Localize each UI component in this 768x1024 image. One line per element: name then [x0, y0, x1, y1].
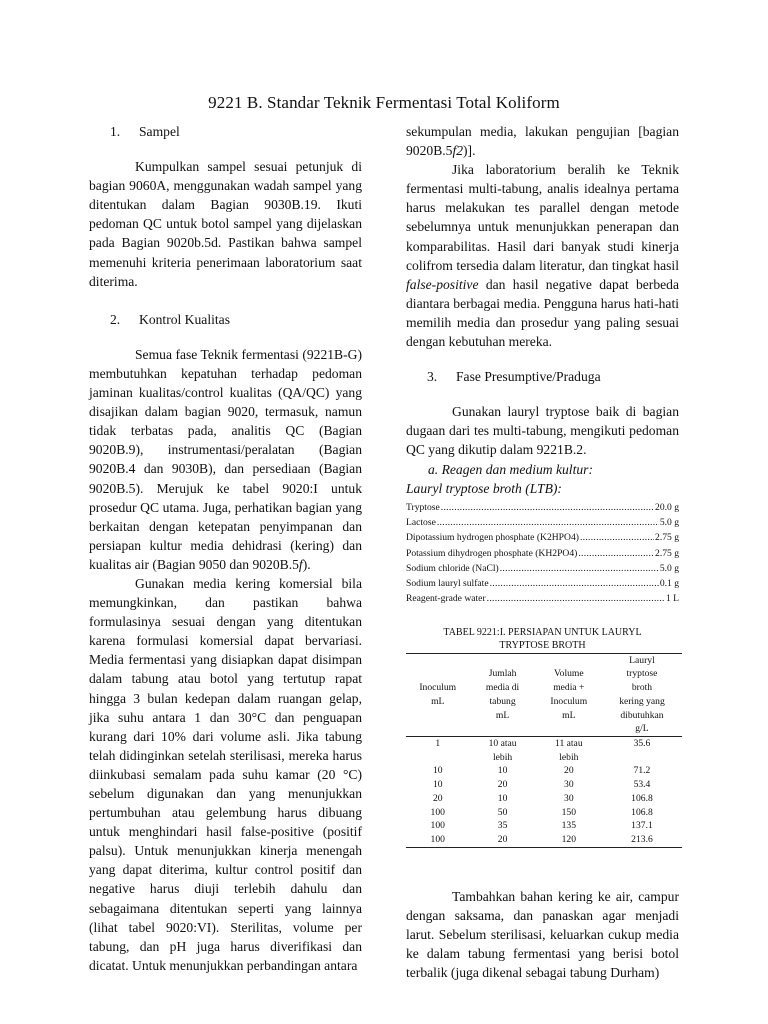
lauryl-tryptose-table	[406, 653, 682, 848]
paragraph-laboratorium: Jika laboratorium beralih ke Teknik fermentasi multi-tabung, analis idealnya pertama harus melakukan tes parallel dengan metode sebelumnya untuk menunjukkan penerapan dan komparabilitas. Hasil dari banyak studi kinerja colifrom tersedia dalam literatur, dan tingkat hasil false-positive dan hasil negative dapat berbeda diantara berbagai media. Pengguna harus hati-hati memilih media dan prosedur yang paling sesuai dengan kebutuhan mereka.	[406, 162, 679, 350]
table-cell: 135	[561, 820, 577, 832]
table-cell: 20	[564, 765, 574, 777]
table-cell: 10	[432, 779, 443, 791]
paragraph-kontrol-kualitas-2: Gunakan media kering komersial bila memungkinkan, dan pastikan bahwa formulasinya sesuai dengan yang ditentukan karena formulasi komersial dapat bervariasi. Media fermentasi yang disiapkan dapat disimpan dalam tabung atau botol yang tertutup rapat hingga 3 bulan kedepan dalam ruangan gelap, jika suhu antara 1 dan 30°C dan penguapan kurang dari 10% dari volume asli. Jika tabung telah didinginkan setelah sterilisasi, mereka harus diinkubasi semalam pada suhu kamar (20 °C) sebelum digunakan dan yang menunjukkan pertumbuhan atau gelembung harus dibuang untuk menghindari hasil false-positive (positif palsu). Untuk menunjukkan kinerja menengah yang dapat diterima, kultur control positif dan negative harus diuji terlebih dahulu dan sebagaimana ditentukan seperti yang lainnya (lihat tabel 9020:VI). Sterilitas, volume per tabung, dan pH juga harus diverifikasi dan dicatat. Untuk menunjukkan perbandingan antara	[89, 575, 362, 973]
section-title: Sampel	[139, 124, 180, 139]
section-number: 1.	[110, 124, 121, 139]
section-heading-kontrol-kualitas	[89, 310, 362, 329]
table-cell: 20	[497, 779, 508, 791]
table-cell: 1	[435, 737, 441, 749]
table-cell: 35	[497, 820, 508, 832]
table-cell: 10 atau lebih	[488, 737, 517, 763]
table-cell: 30	[564, 779, 574, 791]
table-row	[406, 819, 682, 833]
paragraph-kontrol-kualitas-1: Semua fase Teknik fermentasi (9221B-G) membutuhkan kepatuhan terhadap pedoman jaminan kualitas/control kualitas (QA/QC) yang disajikan dalam bagian 9020, termasuk, namun tidak terbatas pada, analitis QC (Bagian 9020B.9), instrumentasi/peralatan (Bagian 9020B.4 dan 9030B), dan persediaan (Bagian 9020B.5). Merujuk ke tabel 9020:I untuk prosedur QC utama. Juga, perhatikan bagian yang berkaitan dengan ketepatan penyimpanan dan persiapan kultur media dehidrasi (kering) dan kualitas air (Bagian 9050 dan 9020B.5f).	[89, 346, 362, 572]
table-row	[406, 806, 682, 820]
reagent-item: Dipotassium hydrogen phosphate (K2HPO4) ..... 2.75 g	[406, 530, 679, 545]
table-cell: 100	[430, 806, 445, 818]
table-cell: 106.8	[631, 806, 653, 818]
table-cell: 11 atau lebih	[555, 737, 583, 763]
table-cell: 35.6	[633, 737, 651, 749]
reagent-item: Potassium dihydrogen phosphate (KH2PO4) ..... 2.75 g	[406, 546, 679, 561]
table-cell: 100	[430, 820, 445, 832]
table-cell: 20	[497, 833, 508, 845]
section-heading-sampel	[89, 122, 362, 141]
section-number: 3.	[427, 369, 438, 385]
table-row	[406, 736, 682, 764]
right-column	[406, 122, 679, 982]
table-cell: 20	[432, 792, 443, 804]
table-cell: 10	[432, 765, 443, 777]
column-header: Volume media + Inoculum mL	[550, 668, 588, 721]
paragraph-sampel: Kumpulkan sampel sesuai petunjuk di bagian 9060A, menggunakan wadah sampel yang ditentukan dalam Bagian 9030B.19. Ikuti pedoman QC untuk botol sampel yang dijelaskan pada Bagian 9020b.5d. Pastikan bahwa sampel memenuhi kriteria penerimaan laboratorium saat diterima.	[89, 159, 362, 289]
reagent-item: Tryptose ..... 20.0 g	[406, 500, 679, 515]
table-cell: 213.6	[631, 833, 653, 845]
paragraph-tambahkan: Tambahkan bahan kering ke air, campur dengan saksama, dan panaskan agar menjadi larut. Sebelum sterilisasi, keluarkan cukup media ke dalam tabung fermentasi yang berisi botol terbalik (juga dikenal sebagai tabung Durham)	[406, 888, 679, 980]
table-cell: 10	[497, 765, 508, 777]
table-cell: 53.4	[633, 779, 651, 791]
reagent-item: Lactose ..... 5.0 g	[406, 515, 679, 530]
ltb-title: Lauryl tryptose broth (LTB):	[406, 480, 562, 496]
table-cell: 71.2	[633, 765, 651, 777]
table-cell: 120	[561, 833, 577, 845]
subheading-reagen: a. Reagen dan medium kultur:	[428, 461, 593, 477]
table-cell: 50	[497, 806, 508, 818]
table-cell: 106.8	[631, 792, 653, 804]
column-header: Jumlah media di tabung mL	[485, 668, 520, 721]
reagent-list	[406, 500, 679, 607]
section-number: 2.	[110, 311, 121, 327]
table-row	[406, 764, 682, 778]
section-heading-presumptive	[406, 367, 679, 386]
column-header: Inoculum mL	[419, 682, 457, 707]
table-row	[406, 833, 682, 847]
table-cell: 30	[564, 792, 574, 804]
table-row	[406, 792, 682, 806]
reagent-item: Sodium chloride (NaCl) ..... 5.0 g	[406, 561, 679, 576]
table-caption: TABEL 9221:I. PERSIAPAN UNTUK LAURYL TRYPTOSE BROTH	[443, 626, 642, 651]
table-cell: 137.1	[631, 820, 653, 832]
table-header-row	[406, 653, 682, 736]
table-cell: 100	[430, 833, 445, 845]
table-cell: 10	[497, 792, 508, 804]
reagent-item: Reagent-grade water ..... 1 L	[406, 591, 679, 606]
page-title: 9221 B. Standar Teknik Fermentasi Total Koliform	[208, 93, 560, 112]
column-header: Lauryl tryptose broth kering yang dibutuhkan g/L	[619, 654, 665, 735]
reagent-item: Sodium lauryl sulfate ..... 0.1 g	[406, 576, 679, 591]
section-title: Fase Presumptive/Praduga	[456, 369, 601, 385]
table-cell: 150	[561, 806, 577, 818]
table-row	[406, 778, 682, 792]
left-column	[89, 122, 362, 975]
paragraph-continuation: sekumpulan media, lakukan pengujian [bagian 9020B.5f2)].	[406, 124, 679, 159]
paragraph-presumptive: Gunakan lauryl tryptose baik di bagian dugaan dari tes multi-tabung, mengikuti pedoman QC yang dikutip dalam 9221B.2.	[406, 404, 679, 458]
section-title: Kontrol Kualitas	[139, 311, 230, 327]
